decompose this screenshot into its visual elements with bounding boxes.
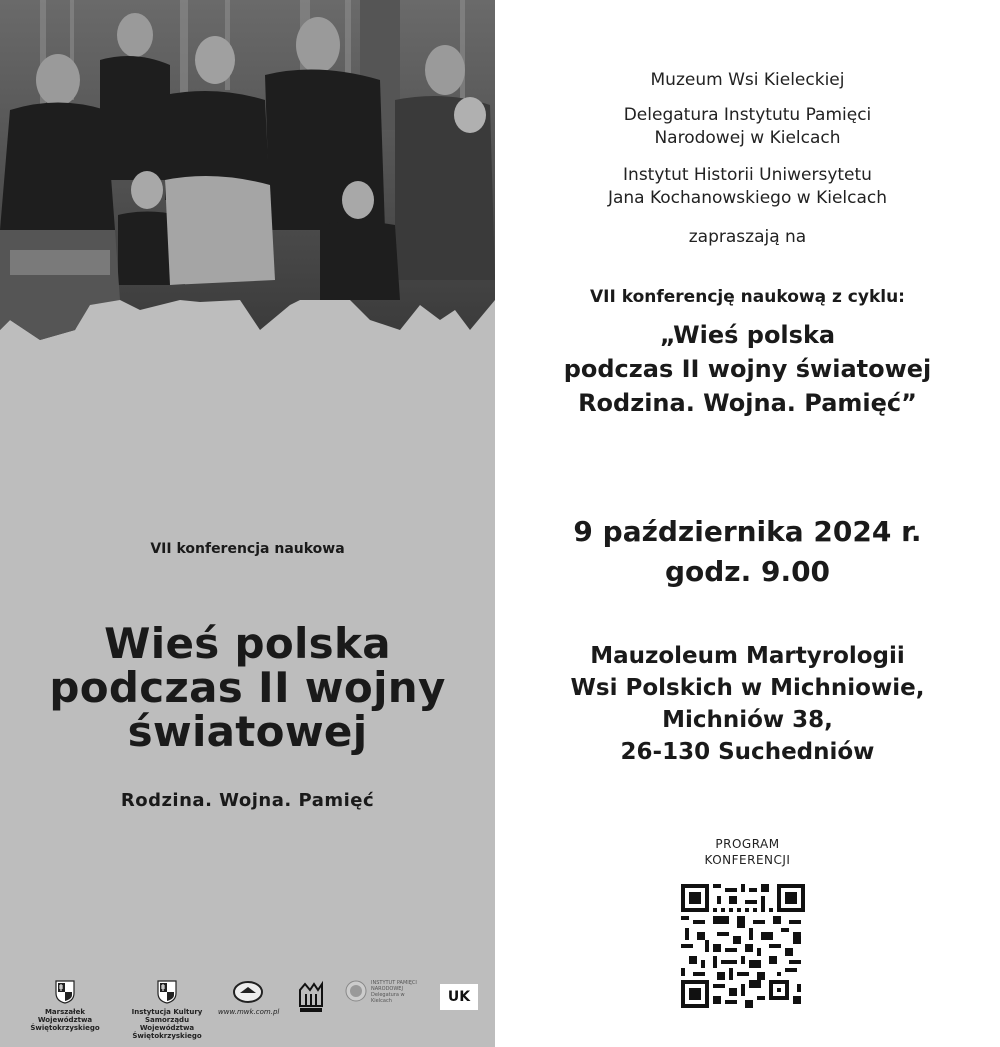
venue-line: Mauzoleum Martyrologii (590, 643, 905, 669)
title-line: podczas II wojny (49, 663, 446, 712)
logo-ipn (345, 980, 425, 1004)
venue-line: 26-130 Suchedniów (620, 739, 875, 765)
logo-caption: NARODOWEJ (371, 986, 403, 992)
ujk-icon: UK (447, 989, 471, 1005)
mausoleum-building-icon (298, 980, 324, 1014)
coat-of-arms-icon (55, 980, 75, 1004)
organizer-line: Jana Kochanowskiego w Kielcach (607, 188, 888, 208)
invite-line (495, 226, 1000, 249)
conference-title-quoted (495, 318, 1000, 420)
logo-marszalek (10, 980, 120, 1032)
venue-line: Wsi Polskich w Michniowie, (570, 675, 925, 701)
title-line: Rodzina. Wojna. Pamięć” (578, 389, 917, 417)
logo-mwk (218, 980, 278, 1016)
event-datetime (495, 512, 1000, 592)
logo-caption: Instytucja Kultury (131, 1008, 203, 1016)
title-line: Wieś polska (104, 619, 391, 668)
logo-caption: Delegatura w Kielcach (371, 992, 405, 1004)
program-label-line: KONFERENCJI (704, 853, 791, 867)
logo-instytucja-kultury (122, 980, 212, 1040)
sponsor-logos (0, 980, 495, 1040)
title-line: światowej (127, 707, 368, 756)
venue-line: Michniów 38, (662, 707, 833, 733)
program-label (495, 836, 1000, 868)
logo-caption: Marszałek (44, 1008, 86, 1016)
organizer-ujk (495, 164, 1000, 210)
logo-caption: Województwa Świętokrzyskiego (30, 1016, 100, 1032)
qr-code-icon (681, 884, 805, 1008)
organizer-line: Muzeum Wsi Kieleckiej (650, 70, 845, 90)
organizer-line: Narodowej w Kielcach (654, 128, 841, 148)
organizer-muzeum (495, 69, 1000, 92)
logo-caption: Świętokrzyskiego (132, 1032, 202, 1040)
organizer-ipn (495, 104, 1000, 150)
program-qr-code[interactable] (681, 884, 805, 1008)
program-label-line: PROGRAM (715, 837, 780, 851)
logo-caption: Samorządu Województwa (139, 1016, 195, 1032)
title-line: podczas II wojny światowej (563, 355, 932, 383)
conference-tagline: Rodzina. Wojna. Pamięć (120, 790, 375, 811)
logo-caption: www.mwk.com.pl (218, 1008, 280, 1016)
logo-caption: INSTYTUT PAMIĘCI (371, 980, 417, 986)
event-date: 9 października 2024 r. (573, 515, 922, 548)
organizer-line: Delegatura Instytutu Pamięci (623, 105, 872, 125)
logo-ujk (440, 984, 478, 1010)
family-photo (0, 0, 495, 345)
coat-of-arms-icon (157, 980, 177, 1004)
left-panel (0, 0, 495, 1047)
organizer-line: Instytut Historii Uniwersytetu (623, 165, 872, 185)
right-panel (495, 0, 1000, 1047)
conference-cycle-line: VII konferencję naukową z cyklu: (590, 287, 905, 307)
event-time: godz. 9.00 (664, 555, 831, 588)
conference-subtitle: VII konferencja naukowa (150, 541, 345, 557)
title-line: „Wieś polska (659, 321, 836, 349)
photo-illustration (0, 0, 495, 345)
ipn-eagle-icon (345, 980, 367, 1002)
event-venue (495, 640, 1000, 768)
museum-seal-icon (232, 980, 264, 1004)
conference-title (0, 619, 495, 756)
organizer-line: zapraszają na (688, 227, 807, 247)
logo-mausoleum (296, 980, 326, 1018)
